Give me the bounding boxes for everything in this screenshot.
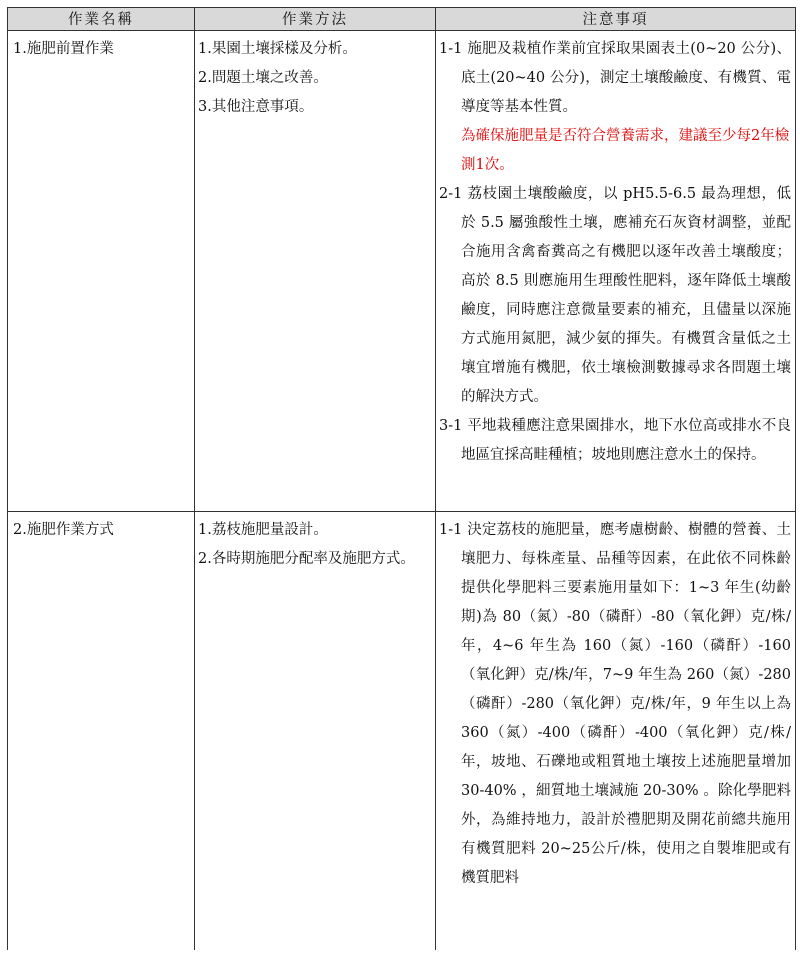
header-row bbox=[8, 8, 796, 31]
method-item: 1.荔枝施肥量設計。 bbox=[198, 522, 328, 538]
task-name-cell bbox=[8, 31, 195, 512]
method-item: 1.果園土壤採樣及分析。 bbox=[198, 41, 357, 57]
note-item: 1-1 施肥及栽植作業前宜採取果園表土(0~20 公分)、底土(20~40 公分)，測定土壤酸鹼度、有機質、電導度等基本性質。 bbox=[439, 41, 791, 115]
table-row bbox=[8, 512, 796, 951]
table-row bbox=[8, 31, 796, 512]
task-name: 2.施肥作業方式 bbox=[13, 522, 114, 538]
note-item: 3-1 平地栽種應注意果園排水，地下水位高或排水不良地區宜採高畦種植；坡地則應注意水土的保持。 bbox=[439, 418, 791, 463]
note-item: 1-1 決定荔枝的施肥量，應考慮樹齡、樹體的營養、土壤肥力、每株產量、品種等因素，在此依不同株齡提供化學肥料三要素施用量如下：1~3 年生(幼齡期)為 80（氮）-80（磷酐）-80（氧化鉀）克/株/年，4~6 年生為 160（氮）-160（磷酐）-160（氧化鉀）克/株/年，7~9 年生為 260（氮）-280（磷酐）-280（氧化鉀）克/株/年，9 年生以上為 360（氮）-400（磷酐）-400（氧化鉀）克/株/年，坡地、石礫地或粗質地土壤按上述施肥量增加30-40% ，細質地土壤減施 20-30% 。除化學肥料外，為維持地力，設計於禮肥期及開花前總共施用有機質肥料 20~25公斤/株，使用之自製堆肥或有機質肥料 bbox=[439, 522, 791, 886]
task-name: 1.施肥前置作業 bbox=[13, 41, 114, 57]
method-item: 2.各時期施肥分配率及施肥方式。 bbox=[198, 551, 415, 567]
task-name-cell bbox=[8, 512, 195, 951]
method-cell bbox=[195, 31, 436, 512]
method-item: 2.問題土壤之改善。 bbox=[198, 70, 328, 86]
note-highlight: 為確保施肥量是否符合營養需求，建議至少每2年檢測1次。 bbox=[461, 128, 790, 173]
fertilization-table bbox=[7, 7, 796, 950]
method-cell bbox=[195, 512, 436, 951]
notes-cell bbox=[436, 31, 796, 512]
header-method: 作業方法 bbox=[195, 8, 436, 31]
method-item: 3.其他注意事項。 bbox=[198, 99, 314, 115]
notes-cell bbox=[436, 512, 796, 951]
header-task-name: 作業名稱 bbox=[8, 8, 195, 31]
note-item: 2-1 荔枝園土壤酸鹼度，以 pH5.5-6.5 最為理想，低於 5.5 屬強酸性土壤，應補充石灰資材調整，並配合施用含禽畜糞高之有機肥以逐年改善土壤酸度；高於 8.5 則應施用生理酸性肥料，逐年降低土壤酸鹼度，同時應注意微量要素的補充，且儘量以深施方式施用氮肥，減少氨的揮失。有機質含量低之土壤宜增施有機肥，依土壤檢測數據尋求各問題土壤的解決方式。 bbox=[439, 186, 791, 405]
header-notes: 注意事項 bbox=[436, 8, 796, 31]
